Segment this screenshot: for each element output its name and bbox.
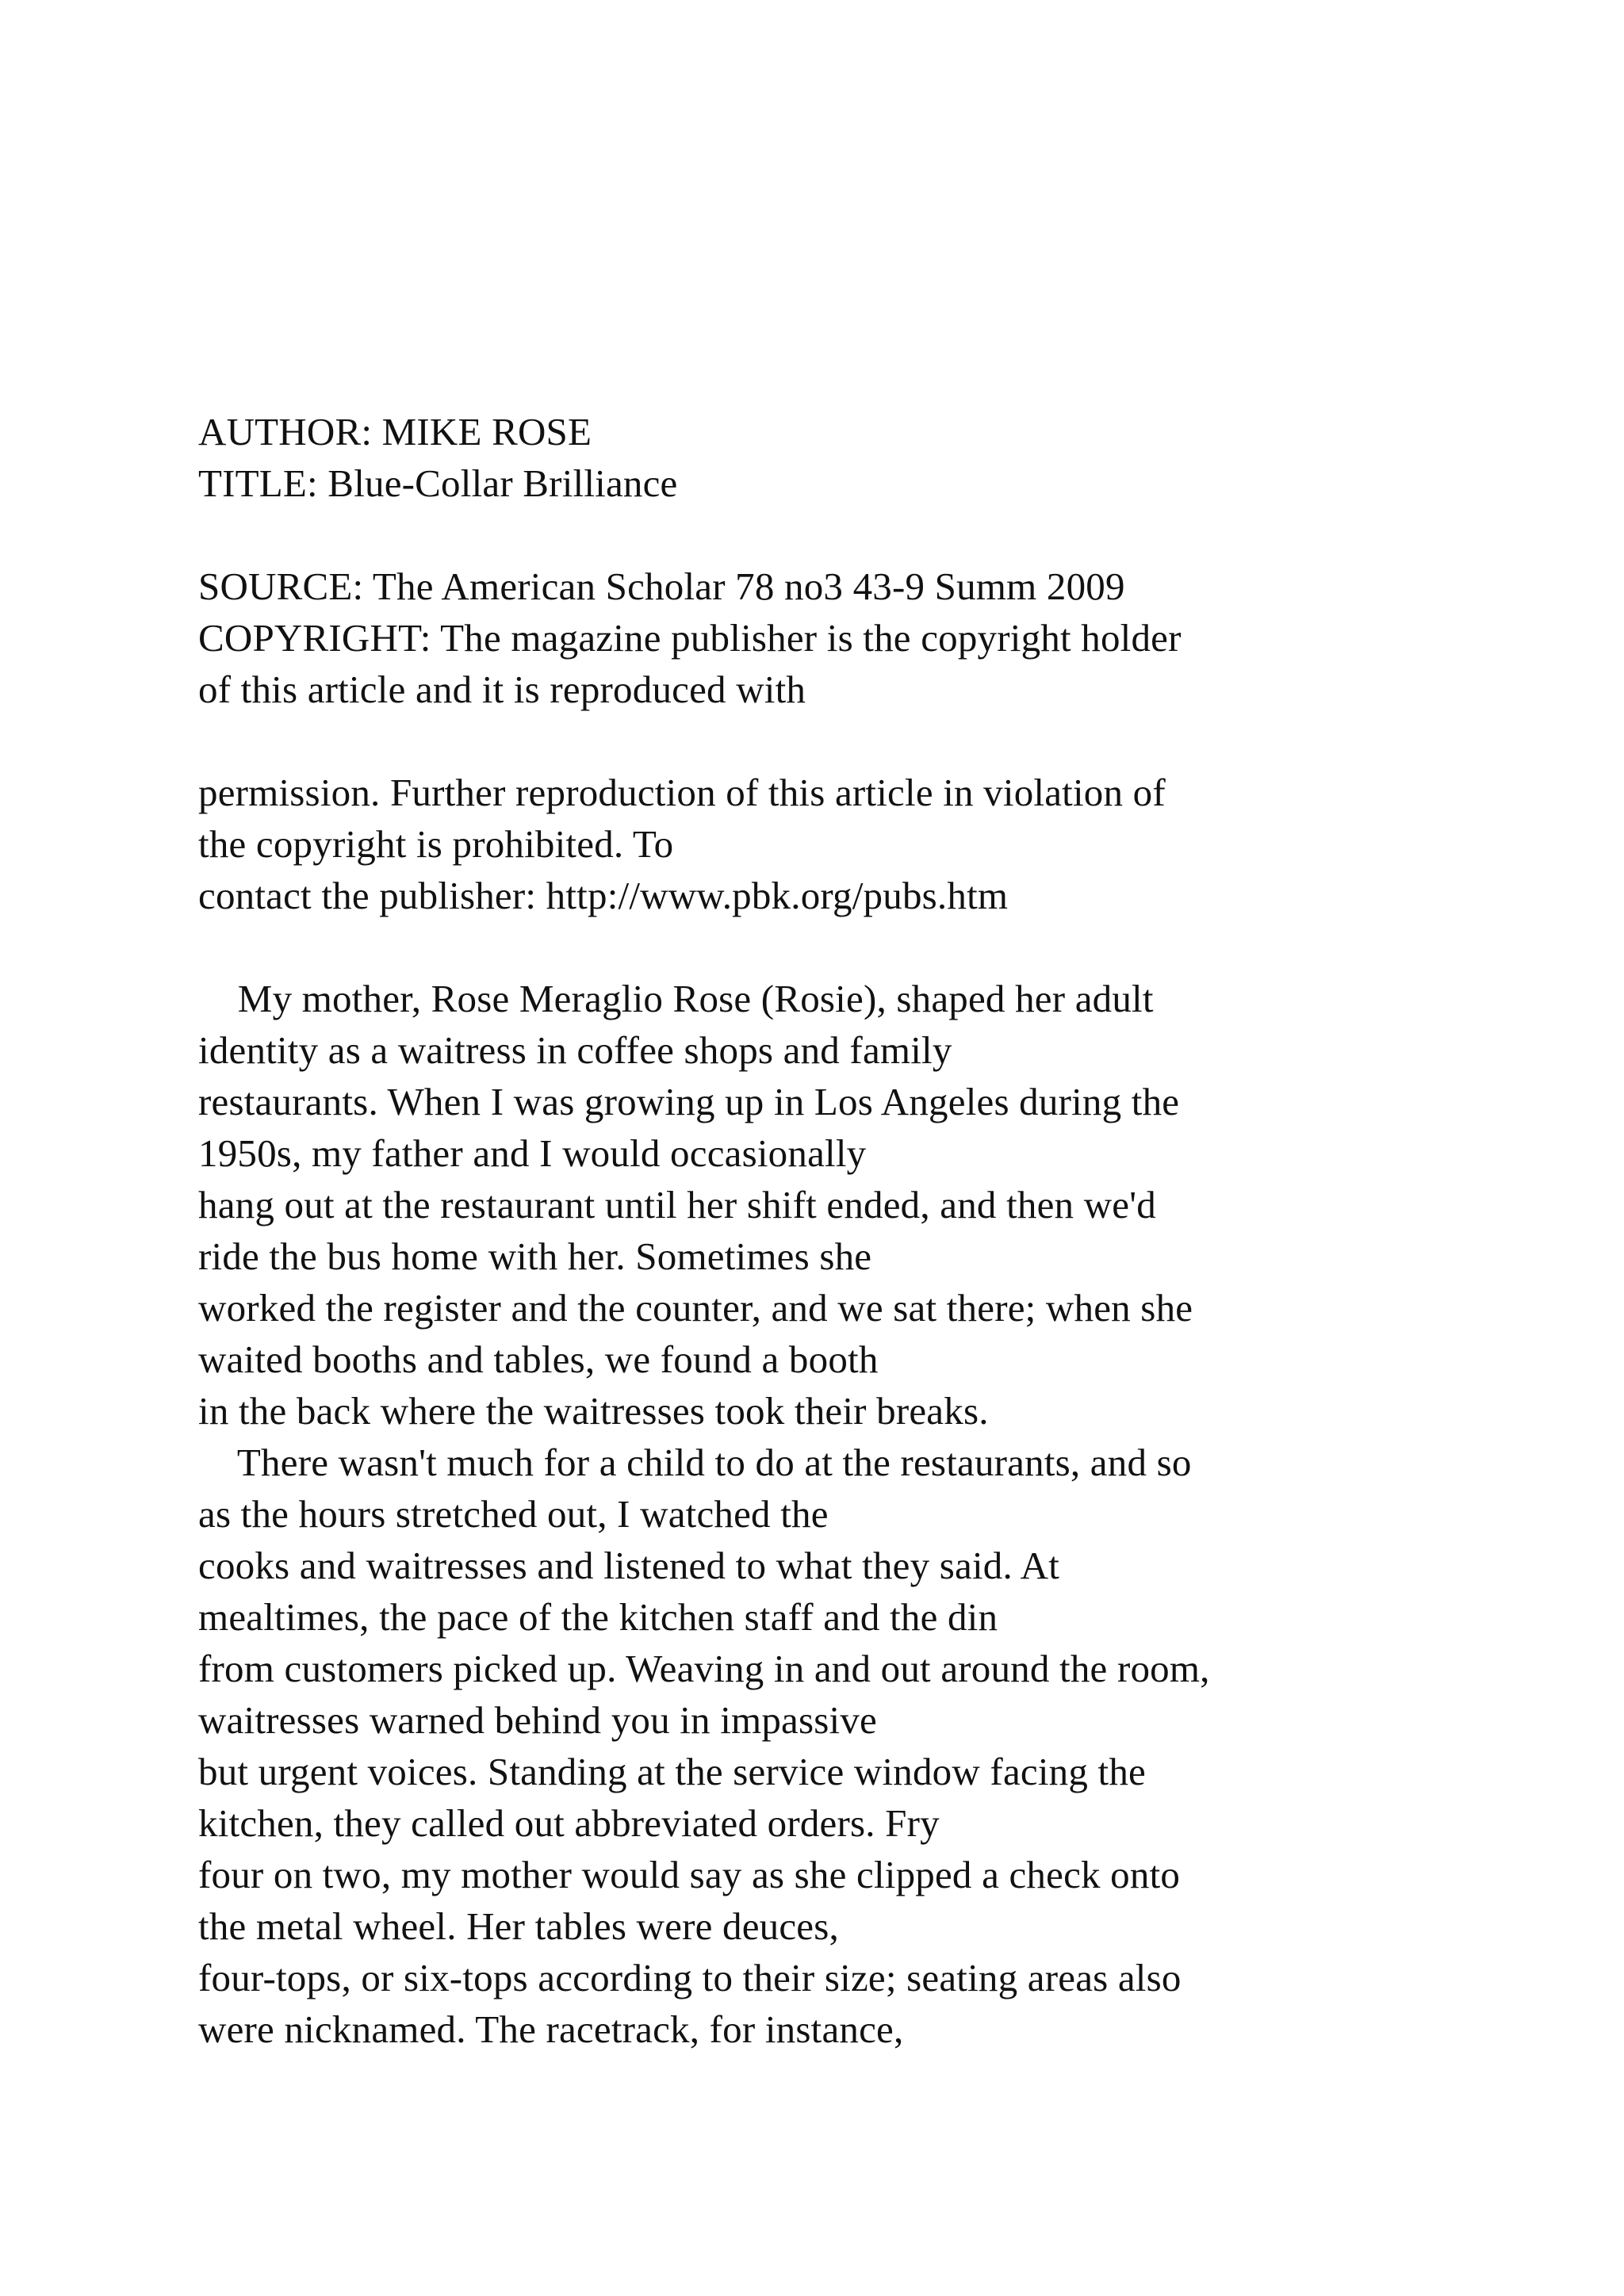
body-paragraphs (198, 973, 1546, 2055)
body-line: kitchen, they called out abbreviated orders. Fry (198, 1801, 940, 1845)
permission-line: permission. Further reproduction of this article in violation of (198, 771, 1166, 814)
title-line: TITLE: Blue-Collar Brilliance (198, 461, 678, 505)
author-line: AUTHOR: MIKE ROSE (198, 410, 592, 453)
body-line: 1950s, my father and I would occasionally (198, 1131, 867, 1175)
copyright-line: COPYRIGHT: The magazine publisher is the copyright holder (198, 616, 1182, 660)
body-line: waitresses warned behind you in impassive (198, 1698, 877, 1742)
copyright-line: of this article and it is reproduced with (198, 668, 806, 711)
body-line: cooks and waitresses and listened to what they said. At (198, 1544, 1060, 1587)
body-line: as the hours stretched out, I watched the (198, 1492, 829, 1536)
contact-line: contact the publisher: http://www.pbk.org/pubs.htm (198, 874, 1009, 917)
body-line: but urgent voices. Standing at the service window facing the (198, 1750, 1146, 1793)
body-line: four-tops, or six-tops according to their size; seating areas also (198, 1956, 1182, 1999)
spacer (198, 715, 1546, 767)
body-line: worked the register and the counter, and we sat there; when she (198, 1286, 1193, 1330)
permission-line: the copyright is prohibited. To (198, 822, 674, 866)
body-line: identity as a waitress in coffee shops and family (198, 1028, 952, 1072)
body-line: My mother, Rose Meraglio Rose (Rosie), shaped her adult (198, 977, 1154, 1020)
spacer (198, 921, 1546, 973)
body-line: There wasn't much for a child to do at the restaurants, and so (198, 1441, 1192, 1484)
body-line: ride the bus home with her. Sometimes she (198, 1234, 872, 1278)
body-line: hang out at the restaurant until her shift ended, and then we'd (198, 1183, 1156, 1226)
body-line: the metal wheel. Her tables were deuces, (198, 1904, 839, 1948)
body-line: restaurants. When I was growing up in Los Angeles during the (198, 1080, 1180, 1123)
body-line: in the back where the waitresses took their breaks. (198, 1389, 989, 1433)
body-line: mealtimes, the pace of the kitchen staff and the din (198, 1595, 998, 1639)
body-line: from customers picked up. Weaving in and out around the room, (198, 1647, 1210, 1690)
body-line: four on two, my mother would say as she clipped a check onto (198, 1853, 1181, 1896)
source-line: SOURCE: The American Scholar 78 no3 43-9 Summ 2009 (198, 564, 1125, 608)
article-text (198, 406, 1546, 2055)
body-line: waited booths and tables, we found a booth (198, 1337, 879, 1381)
body-line: were nicknamed. The racetrack, for instance, (198, 2007, 904, 2051)
spacer (198, 509, 1546, 561)
